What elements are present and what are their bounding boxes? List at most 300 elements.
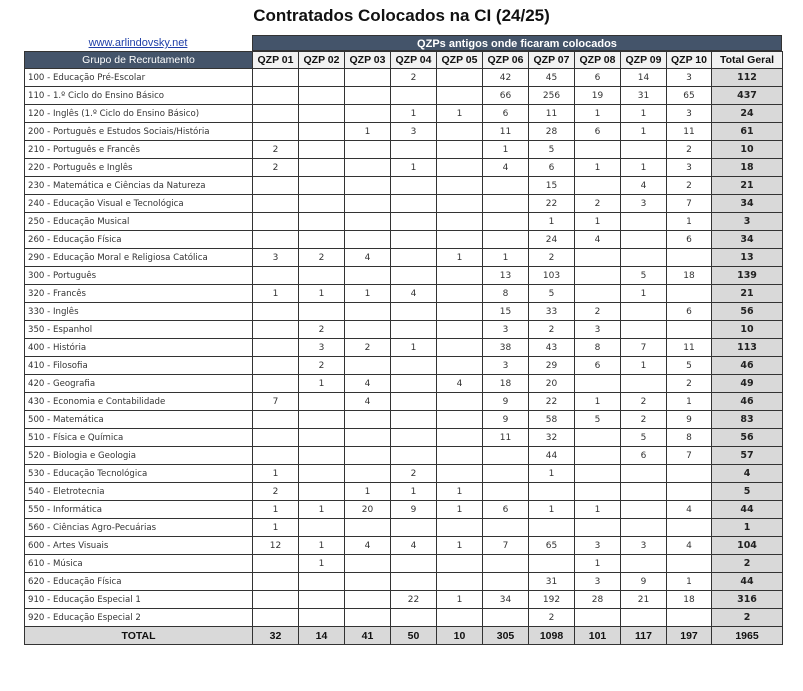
column-total-cell: 197 [667, 627, 712, 645]
group-name-cell: 520 - Biologia e Geologia [25, 447, 253, 465]
qzp-value-cell [299, 177, 345, 195]
qzp-value-cell [437, 231, 483, 249]
qzp-value-cell [299, 69, 345, 87]
qzp-value-cell: 1 [529, 501, 575, 519]
table-row [25, 141, 783, 159]
qzp-value-cell: 11 [483, 429, 529, 447]
qzp-value-cell: 1 [575, 213, 621, 231]
group-name-cell: 400 - História [25, 339, 253, 357]
totals-label: TOTAL [25, 627, 253, 645]
super-header: QZPs antigos onde ficaram colocados [252, 35, 782, 51]
qzp-value-cell: 1 [299, 537, 345, 555]
qzp-value-cell [621, 483, 667, 501]
qzp-value-cell [345, 429, 391, 447]
row-total-cell: 49 [712, 375, 783, 393]
row-total-cell: 316 [712, 591, 783, 609]
qzp-value-cell [345, 105, 391, 123]
qzp-value-cell [345, 573, 391, 591]
qzp-value-cell: 1 [529, 213, 575, 231]
qzp-value-cell: 2 [667, 141, 712, 159]
row-total-cell: 24 [712, 105, 783, 123]
qzp-value-cell [253, 231, 299, 249]
qzp-value-cell: 9 [483, 411, 529, 429]
qzp-value-cell: 31 [529, 573, 575, 591]
row-total-cell: 10 [712, 321, 783, 339]
qzp-value-cell: 31 [621, 87, 667, 105]
qzp-value-cell: 19 [575, 87, 621, 105]
qzp-value-cell: 2 [529, 249, 575, 267]
qzp-value-cell: 22 [529, 195, 575, 213]
row-total-cell: 56 [712, 303, 783, 321]
qzp-value-cell [391, 519, 437, 537]
qzp-value-cell: 1 [253, 285, 299, 303]
qzp-value-cell: 2 [575, 195, 621, 213]
qzp-value-cell: 2 [529, 609, 575, 627]
column-total-cell: 14 [299, 627, 345, 645]
group-name-cell: 530 - Educação Tecnológica [25, 465, 253, 483]
qzp-value-cell: 1 [437, 483, 483, 501]
group-name-cell: 350 - Espanhol [25, 321, 253, 339]
qzp-value-cell [345, 519, 391, 537]
group-name-cell: 600 - Artes Visuais [25, 537, 253, 555]
qzp-value-cell [391, 573, 437, 591]
row-total-cell: 113 [712, 339, 783, 357]
table-row [25, 159, 783, 177]
row-total-cell: 21 [712, 177, 783, 195]
qzp-value-cell [345, 159, 391, 177]
qzp-value-cell [575, 267, 621, 285]
qzp-value-cell: 20 [345, 501, 391, 519]
qzp-value-cell [253, 609, 299, 627]
qzp-value-cell [299, 123, 345, 141]
qzp-value-cell [299, 105, 345, 123]
row-total-cell: 34 [712, 231, 783, 249]
row-total-cell: 3 [712, 213, 783, 231]
qzp-value-cell: 4 [345, 537, 391, 555]
qzp-value-cell: 2 [345, 339, 391, 357]
table-row [25, 303, 783, 321]
qzp-value-cell: 4 [483, 159, 529, 177]
qzp-value-cell: 1 [437, 105, 483, 123]
qzp-value-cell: 2 [299, 249, 345, 267]
website-link[interactable]: www.arlindovsky.net [88, 37, 188, 49]
qzp-value-cell [299, 303, 345, 321]
column-header-qzp: QZP 10 [667, 52, 712, 69]
qzp-value-cell [483, 519, 529, 537]
qzp-value-cell [253, 69, 299, 87]
qzp-value-cell: 43 [529, 339, 575, 357]
qzp-value-cell: 8 [667, 429, 712, 447]
qzp-value-cell: 4 [437, 375, 483, 393]
qzp-value-cell [391, 375, 437, 393]
table-row [25, 609, 783, 627]
qzp-value-cell [621, 321, 667, 339]
table-row [25, 483, 783, 501]
qzp-value-cell [253, 591, 299, 609]
qzp-value-cell [437, 123, 483, 141]
qzp-value-cell [575, 465, 621, 483]
qzp-value-cell [437, 141, 483, 159]
qzp-value-cell [345, 591, 391, 609]
column-header-qzp: QZP 02 [299, 52, 345, 69]
table-row [25, 537, 783, 555]
row-total-cell: 61 [712, 123, 783, 141]
qzp-value-cell [483, 447, 529, 465]
qzp-value-cell: 1 [575, 393, 621, 411]
qzp-value-cell: 1 [299, 285, 345, 303]
qzp-value-cell: 33 [529, 303, 575, 321]
row-total-cell: 56 [712, 429, 783, 447]
qzp-value-cell: 5 [621, 267, 667, 285]
row-total-cell: 18 [712, 159, 783, 177]
row-total-cell: 83 [712, 411, 783, 429]
qzp-value-cell [345, 555, 391, 573]
qzp-value-cell: 1 [667, 213, 712, 231]
table-row [25, 249, 783, 267]
qzp-value-cell [437, 303, 483, 321]
qzp-value-cell: 44 [529, 447, 575, 465]
qzp-value-cell [621, 519, 667, 537]
qzp-value-cell: 6 [483, 501, 529, 519]
qzp-value-cell [391, 555, 437, 573]
qzp-value-cell [253, 555, 299, 573]
qzp-value-cell [483, 177, 529, 195]
qzp-value-cell [575, 519, 621, 537]
placements-table [24, 51, 783, 645]
grand-total-cell: 1965 [712, 627, 783, 645]
qzp-value-cell: 6 [483, 105, 529, 123]
qzp-value-cell: 1 [253, 519, 299, 537]
qzp-value-cell [299, 87, 345, 105]
table-row [25, 519, 783, 537]
column-header-qzp: QZP 03 [345, 52, 391, 69]
qzp-value-cell [299, 267, 345, 285]
qzp-value-cell: 32 [529, 429, 575, 447]
qzp-value-cell [667, 285, 712, 303]
qzp-value-cell: 6 [667, 303, 712, 321]
qzp-value-cell [253, 339, 299, 357]
group-name-cell: 110 - 1.º Ciclo do Ensino Básico [25, 87, 253, 105]
qzp-value-cell [621, 555, 667, 573]
qzp-value-cell: 7 [667, 195, 712, 213]
qzp-value-cell: 4 [345, 249, 391, 267]
table-row [25, 87, 783, 105]
group-name-cell: 290 - Educação Moral e Religiosa Católica [25, 249, 253, 267]
qzp-value-cell [391, 429, 437, 447]
qzp-value-cell [483, 573, 529, 591]
qzp-value-cell [483, 555, 529, 573]
qzp-value-cell [345, 213, 391, 231]
group-name-cell: 330 - Inglês [25, 303, 253, 321]
group-name-cell: 250 - Educação Musical [25, 213, 253, 231]
group-name-cell: 620 - Educação Física [25, 573, 253, 591]
qzp-value-cell: 1 [253, 501, 299, 519]
qzp-value-cell: 38 [483, 339, 529, 357]
qzp-value-cell: 7 [621, 339, 667, 357]
qzp-value-cell: 4 [667, 537, 712, 555]
row-total-cell: 13 [712, 249, 783, 267]
qzp-value-cell [345, 321, 391, 339]
column-header-qzp: QZP 08 [575, 52, 621, 69]
qzp-value-cell [391, 357, 437, 375]
qzp-value-cell: 4 [667, 501, 712, 519]
table-row [25, 195, 783, 213]
table-row [25, 285, 783, 303]
row-total-cell: 112 [712, 69, 783, 87]
qzp-value-cell: 45 [529, 69, 575, 87]
qzp-value-cell [483, 465, 529, 483]
qzp-value-cell: 9 [391, 501, 437, 519]
row-total-cell: 44 [712, 501, 783, 519]
qzp-value-cell: 1 [667, 573, 712, 591]
qzp-value-cell [437, 519, 483, 537]
qzp-value-cell: 58 [529, 411, 575, 429]
qzp-value-cell: 3 [299, 339, 345, 357]
qzp-value-cell: 21 [621, 591, 667, 609]
table-row [25, 393, 783, 411]
qzp-value-cell [483, 231, 529, 249]
qzp-value-cell: 1 [483, 141, 529, 159]
table-row [25, 105, 783, 123]
qzp-value-cell: 15 [529, 177, 575, 195]
qzp-value-cell: 5 [667, 357, 712, 375]
column-total-cell: 10 [437, 627, 483, 645]
qzp-value-cell: 3 [667, 159, 712, 177]
qzp-value-cell [391, 321, 437, 339]
qzp-value-cell: 11 [667, 339, 712, 357]
qzp-value-cell: 1 [345, 123, 391, 141]
table-row [25, 123, 783, 141]
qzp-value-cell: 13 [483, 267, 529, 285]
qzp-value-cell: 1 [575, 159, 621, 177]
qzp-value-cell [345, 447, 391, 465]
qzp-value-cell [575, 141, 621, 159]
column-total-cell: 32 [253, 627, 299, 645]
qzp-value-cell: 29 [529, 357, 575, 375]
qzp-value-cell: 3 [391, 123, 437, 141]
group-name-cell: 510 - Física e Química [25, 429, 253, 447]
table-row [25, 213, 783, 231]
qzp-value-cell [391, 447, 437, 465]
qzp-value-cell [391, 177, 437, 195]
table-row [25, 429, 783, 447]
qzp-value-cell [299, 393, 345, 411]
qzp-value-cell: 2 [575, 303, 621, 321]
qzp-value-cell: 1 [621, 159, 667, 177]
qzp-value-cell: 12 [253, 537, 299, 555]
qzp-value-cell: 6 [575, 357, 621, 375]
group-name-cell: 540 - Eletrotecnia [25, 483, 253, 501]
qzp-value-cell [253, 375, 299, 393]
row-total-cell: 2 [712, 609, 783, 627]
group-name-cell: 320 - Francês [25, 285, 253, 303]
qzp-value-cell [621, 609, 667, 627]
qzp-value-cell [391, 249, 437, 267]
qzp-value-cell [667, 321, 712, 339]
qzp-value-cell [253, 105, 299, 123]
qzp-value-cell: 1 [621, 285, 667, 303]
qzp-value-cell: 7 [253, 393, 299, 411]
group-name-cell: 430 - Economia e Contabilidade [25, 393, 253, 411]
qzp-value-cell [483, 195, 529, 213]
row-total-cell: 139 [712, 267, 783, 285]
qzp-value-cell [253, 411, 299, 429]
column-header-qzp: QZP 07 [529, 52, 575, 69]
qzp-value-cell [345, 357, 391, 375]
table-row [25, 555, 783, 573]
qzp-value-cell [437, 267, 483, 285]
qzp-value-cell: 65 [529, 537, 575, 555]
row-total-cell: 104 [712, 537, 783, 555]
qzp-value-cell [345, 267, 391, 285]
qzp-value-cell: 66 [483, 87, 529, 105]
header-row [25, 52, 783, 69]
qzp-value-cell [437, 195, 483, 213]
row-total-cell: 46 [712, 357, 783, 375]
qzp-value-cell [667, 555, 712, 573]
group-name-cell: 500 - Matemática [25, 411, 253, 429]
qzp-value-cell: 1 [391, 339, 437, 357]
qzp-value-cell: 24 [529, 231, 575, 249]
qzp-value-cell: 1 [437, 591, 483, 609]
column-total-cell: 41 [345, 627, 391, 645]
table-row [25, 267, 783, 285]
group-name-cell: 920 - Educação Especial 2 [25, 609, 253, 627]
column-header-qzp: QZP 09 [621, 52, 667, 69]
row-total-cell: 1 [712, 519, 783, 537]
table-row [25, 339, 783, 357]
qzp-value-cell [253, 267, 299, 285]
qzp-value-cell [667, 249, 712, 267]
qzp-value-cell [299, 429, 345, 447]
qzp-value-cell: 4 [391, 285, 437, 303]
qzp-value-cell: 2 [391, 465, 437, 483]
totals-row [25, 627, 783, 645]
qzp-value-cell [253, 447, 299, 465]
qzp-value-cell: 1 [437, 537, 483, 555]
table-row [25, 501, 783, 519]
table-row [25, 375, 783, 393]
group-name-cell: 230 - Matemática e Ciências da Natureza [25, 177, 253, 195]
qzp-value-cell [529, 555, 575, 573]
column-header-group: Grupo de Recrutamento [25, 52, 253, 69]
qzp-value-cell [437, 177, 483, 195]
qzp-value-cell: 65 [667, 87, 712, 105]
qzp-value-cell [437, 357, 483, 375]
qzp-value-cell [345, 87, 391, 105]
qzp-value-cell: 14 [621, 69, 667, 87]
qzp-value-cell: 3 [575, 573, 621, 591]
qzp-value-cell [299, 159, 345, 177]
qzp-value-cell: 1 [621, 105, 667, 123]
row-total-cell: 34 [712, 195, 783, 213]
group-name-cell: 300 - Português [25, 267, 253, 285]
qzp-value-cell [575, 249, 621, 267]
qzp-value-cell: 3 [621, 537, 667, 555]
qzp-value-cell [253, 195, 299, 213]
qzp-value-cell [667, 465, 712, 483]
qzp-value-cell [437, 69, 483, 87]
group-name-cell: 210 - Português e Francês [25, 141, 253, 159]
qzp-value-cell [621, 213, 667, 231]
qzp-value-cell [575, 177, 621, 195]
qzp-value-cell: 1 [299, 501, 345, 519]
qzp-value-cell [391, 267, 437, 285]
qzp-value-cell: 22 [391, 591, 437, 609]
row-total-cell: 10 [712, 141, 783, 159]
qzp-value-cell: 4 [345, 393, 391, 411]
group-name-cell: 240 - Educação Visual e Tecnológica [25, 195, 253, 213]
qzp-value-cell: 28 [575, 591, 621, 609]
qzp-value-cell: 2 [529, 321, 575, 339]
column-total-cell: 305 [483, 627, 529, 645]
qzp-value-cell [345, 303, 391, 321]
qzp-value-cell [391, 411, 437, 429]
qzp-value-cell: 2 [253, 141, 299, 159]
qzp-value-cell [437, 87, 483, 105]
qzp-value-cell: 1 [299, 375, 345, 393]
qzp-value-cell: 1 [391, 159, 437, 177]
table-row [25, 357, 783, 375]
qzp-value-cell: 2 [621, 393, 667, 411]
qzp-value-cell [437, 573, 483, 591]
qzp-value-cell: 6 [621, 447, 667, 465]
qzp-value-cell: 18 [667, 591, 712, 609]
qzp-value-cell [299, 573, 345, 591]
group-name-cell: 100 - Educação Pré-Escolar [25, 69, 253, 87]
qzp-value-cell [345, 231, 391, 249]
row-total-cell: 21 [712, 285, 783, 303]
group-name-cell: 220 - Português e Inglês [25, 159, 253, 177]
qzp-value-cell: 2 [621, 411, 667, 429]
row-total-cell: 44 [712, 573, 783, 591]
qzp-value-cell: 3 [483, 321, 529, 339]
qzp-value-cell: 1 [345, 483, 391, 501]
qzp-value-cell [437, 285, 483, 303]
qzp-value-cell [299, 483, 345, 501]
qzp-value-cell: 4 [575, 231, 621, 249]
qzp-value-cell [345, 465, 391, 483]
group-name-cell: 560 - Ciências Agro-Pecuárias [25, 519, 253, 537]
qzp-value-cell [437, 393, 483, 411]
qzp-value-cell [667, 609, 712, 627]
qzp-value-cell: 2 [667, 375, 712, 393]
qzp-value-cell [621, 465, 667, 483]
qzp-value-cell [529, 483, 575, 501]
table-row [25, 465, 783, 483]
qzp-value-cell [621, 303, 667, 321]
column-total-cell: 117 [621, 627, 667, 645]
qzp-value-cell: 4 [391, 537, 437, 555]
table-row [25, 177, 783, 195]
qzp-value-cell [483, 609, 529, 627]
qzp-value-cell [621, 249, 667, 267]
qzp-value-cell: 1 [575, 501, 621, 519]
qzp-value-cell: 1 [529, 465, 575, 483]
qzp-value-cell [437, 465, 483, 483]
qzp-value-cell: 11 [529, 105, 575, 123]
qzp-value-cell: 1 [299, 555, 345, 573]
column-header-qzp: QZP 06 [483, 52, 529, 69]
qzp-value-cell [253, 123, 299, 141]
qzp-value-cell: 18 [483, 375, 529, 393]
qzp-value-cell: 5 [621, 429, 667, 447]
qzp-value-cell: 1 [437, 501, 483, 519]
row-total-cell: 4 [712, 465, 783, 483]
qzp-value-cell: 15 [483, 303, 529, 321]
qzp-value-cell: 7 [667, 447, 712, 465]
qzp-value-cell [391, 141, 437, 159]
